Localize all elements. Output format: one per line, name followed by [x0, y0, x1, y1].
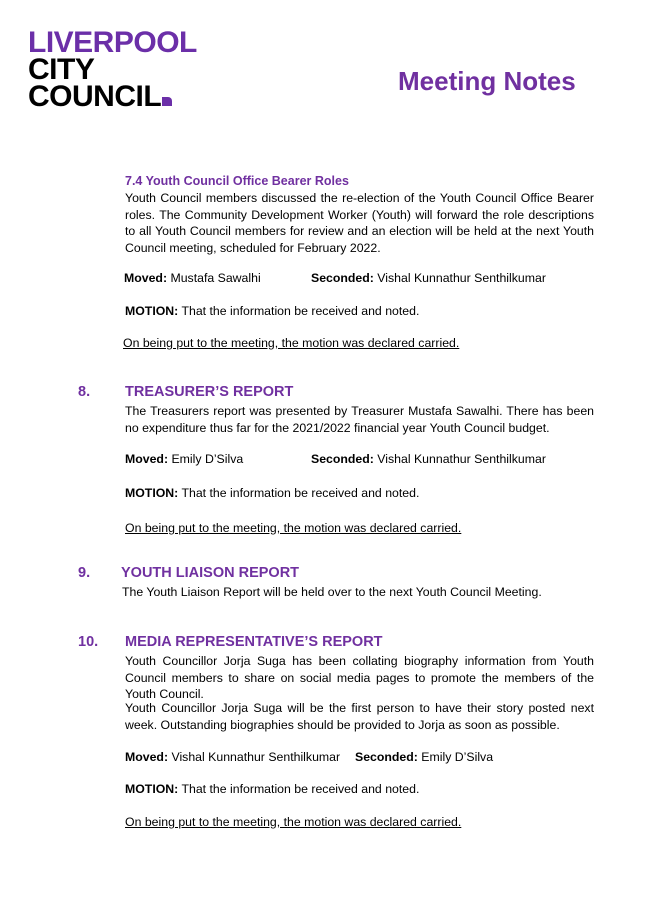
section-10-motion	[125, 781, 419, 797]
motion-label: MOTION:	[125, 486, 179, 500]
seconded-name: Emily D’Silva	[421, 750, 494, 764]
motion-text: That the information be received and noted.	[181, 782, 420, 796]
section-8-number: 8.	[78, 384, 91, 400]
motion-text: That the information be received and noted.	[181, 486, 420, 500]
seconded-label: Seconded:	[311, 452, 374, 466]
moved-name: Mustafa Sawalhi	[170, 271, 261, 285]
item-7-4-seconded	[311, 270, 546, 286]
section-9-heading: YOUTH LIAISON REPORT	[121, 565, 300, 581]
council-logo	[28, 26, 197, 113]
section-9-number: 9.	[78, 565, 91, 581]
moved-name: Emily D’Silva	[171, 452, 244, 466]
item-7-4-outcome: On being put to the meeting, the motion was declared carried.	[123, 336, 460, 350]
motion-label: MOTION:	[125, 782, 179, 796]
item-7-4-heading: 7.4 Youth Council Office Bearer Roles	[125, 174, 349, 188]
section-10-body-1: Youth Councillor Jorja Suga has been collating biography information from Youth Council members to share on social media pages to promote the members of the Youth Council.	[125, 654, 594, 701]
section-8-motion	[125, 485, 419, 501]
section-10-number: 10.	[78, 634, 99, 650]
section-8-heading: TREASURER’S REPORT	[125, 384, 294, 400]
section-10-seconded	[355, 749, 493, 765]
seconded-name: Vishal Kunnathur Senthilkumar	[377, 271, 546, 285]
page-title: Meeting Notes	[398, 66, 576, 96]
logo-line-1: LIVERPOOL	[28, 26, 197, 59]
section-8-outcome: On being put to the meeting, the motion was declared carried.	[125, 521, 462, 535]
moved-label: Moved:	[125, 750, 169, 764]
section-8-moved	[125, 451, 243, 467]
logo-speech-mark-icon	[162, 97, 172, 106]
motion-label: MOTION:	[125, 304, 179, 318]
section-10-body-2: Youth Councillor Jorja Suga will be the first person to have their story posted next week. Outstanding biographies should be provided to Jorja as soon as possible.	[125, 701, 594, 732]
logo-line-3: COUNCIL	[28, 83, 197, 110]
seconded-name: Vishal Kunnathur Senthilkumar	[377, 452, 546, 466]
item-7-4-body: Youth Council members discussed the re-election of the Youth Council Office Bearer roles. The Community Development Worker (Youth) will forward the role descriptions to all Youth Council members for review and an election will be held at the next Youth Council meeting, scheduled for February 2022.	[125, 191, 594, 255]
seconded-label: Seconded:	[355, 750, 418, 764]
section-10-moved	[125, 749, 340, 765]
section-8-body: The Treasurers report was presented by Treasurer Mustafa Sawalhi. There has been no expenditure thus far for the 2021/2022 financial year Youth Council budget.	[125, 404, 594, 435]
moved-label: Moved:	[125, 452, 169, 466]
section-8-seconded	[311, 451, 546, 467]
seconded-label: Seconded:	[311, 271, 374, 285]
item-7-4-moved	[124, 270, 261, 286]
moved-name: Vishal Kunnathur Senthilkumar	[171, 750, 341, 764]
motion-text: That the information be received and noted.	[181, 304, 420, 318]
moved-label: Moved:	[124, 271, 168, 285]
section-10-heading: MEDIA REPRESENTATIVE’S REPORT	[125, 634, 383, 650]
logo-line-2: CITY	[28, 53, 95, 86]
section-10-outcome: On being put to the meeting, the motion was declared carried.	[125, 815, 462, 829]
section-9-body: The Youth Liaison Report will be held over to the next Youth Council Meeting.	[122, 585, 542, 599]
item-7-4-motion	[125, 303, 419, 319]
